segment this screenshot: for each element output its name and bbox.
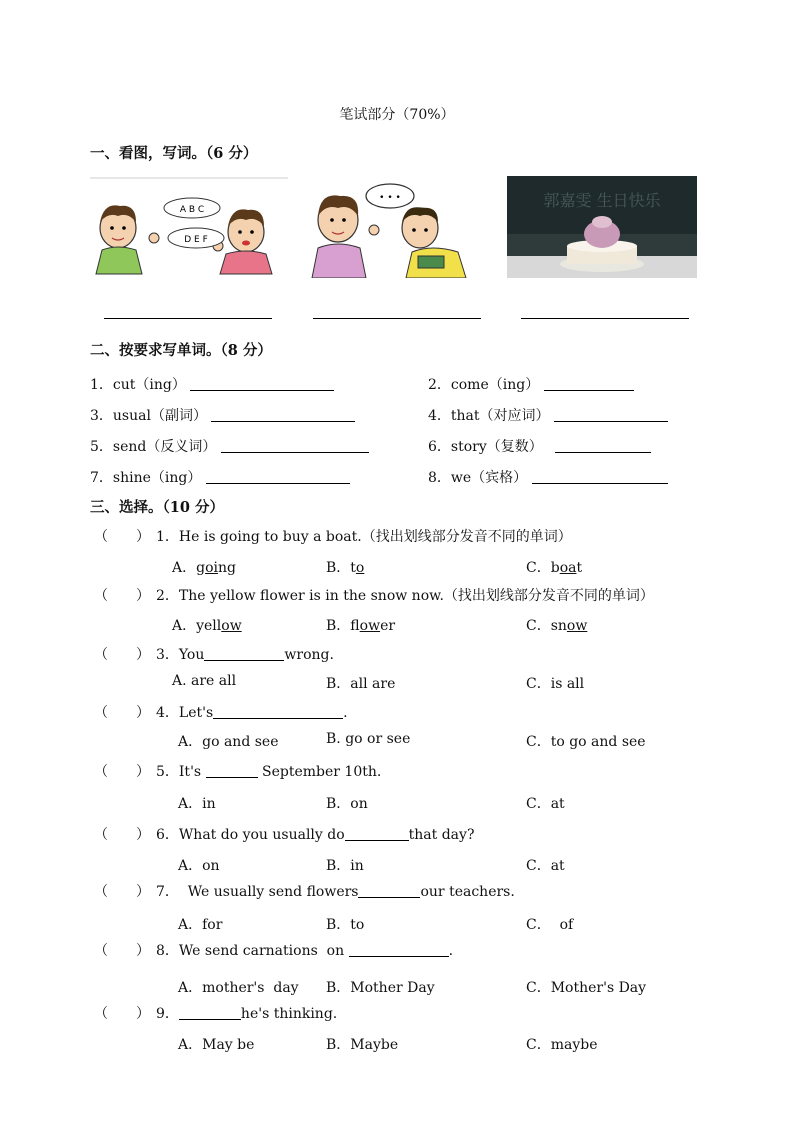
section-3-heading: 三、选择。（10 分） bbox=[90, 499, 224, 516]
birthday-cake-photo bbox=[507, 176, 697, 278]
answer-blank[interactable] bbox=[190, 376, 334, 391]
word-item-5: 5．send（反义词） bbox=[90, 436, 369, 456]
q2-option-c[interactable]: C．snow bbox=[526, 618, 588, 634]
answer-line-2[interactable] bbox=[313, 318, 481, 319]
answer-paren[interactable]: （ ） bbox=[94, 529, 150, 545]
q5-option-b[interactable]: B．on bbox=[326, 796, 368, 812]
talking-boys-picture-2 bbox=[308, 180, 488, 278]
bubble-def: D E F bbox=[184, 235, 208, 245]
q9-option-a[interactable]: A．May be bbox=[178, 1037, 255, 1053]
section-1-heading: 一、看图，写词。（6 分） bbox=[90, 145, 258, 162]
answer-blank[interactable] bbox=[349, 942, 449, 957]
q6-option-b[interactable]: B．in bbox=[326, 858, 364, 874]
answer-paren[interactable]: （ ） bbox=[94, 1006, 150, 1022]
word-item-3: 3．usual（副词） bbox=[90, 405, 355, 425]
question-6: 6．What do you usually do that day? bbox=[156, 827, 475, 843]
q1-option-c[interactable]: C．boat bbox=[526, 560, 583, 576]
q7-option-a[interactable]: A．for bbox=[178, 917, 223, 933]
q2-option-a[interactable]: A．yellow bbox=[172, 618, 242, 634]
q8-option-b[interactable]: B．Mother Day bbox=[326, 980, 435, 996]
question-5: 5．It's September 10th. bbox=[156, 764, 382, 780]
question-8: 8．We send carnations on . bbox=[156, 943, 454, 959]
q1-option-b[interactable]: B．to bbox=[326, 560, 365, 576]
q3-option-c[interactable]: C．is all bbox=[526, 676, 585, 692]
q6-option-c[interactable]: C．at bbox=[526, 858, 565, 874]
answer-blank[interactable] bbox=[204, 646, 284, 661]
question-7: 7． We usually send flowers our teachers. bbox=[156, 884, 515, 900]
bubble-abc: A B C bbox=[179, 205, 205, 215]
answer-blank[interactable] bbox=[345, 826, 409, 841]
question-9: 9． he's thinking. bbox=[156, 1006, 338, 1022]
q3-option-a[interactable]: A. are all bbox=[172, 673, 237, 689]
question-4: 4．Let's . bbox=[156, 705, 348, 721]
q4-option-b[interactable]: B. go or see bbox=[326, 731, 411, 747]
answer-blank[interactable] bbox=[358, 883, 420, 898]
answer-blank[interactable] bbox=[221, 438, 369, 453]
answer-blank[interactable] bbox=[211, 407, 355, 422]
q8-option-a[interactable]: A．mother's day bbox=[178, 980, 299, 996]
q6-option-a[interactable]: A．on bbox=[178, 858, 220, 874]
q2-option-b[interactable]: B．flower bbox=[326, 618, 396, 634]
answer-line-3[interactable] bbox=[521, 318, 689, 319]
blackboard-writing: 郭嘉雯 生日快乐 bbox=[543, 191, 661, 210]
q4-option-c[interactable]: C．to go and see bbox=[526, 734, 646, 750]
word-item-6: 6．story（复数） bbox=[428, 436, 651, 456]
q8-option-c[interactable]: C．Mother's Day bbox=[526, 980, 647, 996]
question-2: 2．The yellow flower is in the snow now.（找出划线部分发音不同的单词） bbox=[156, 588, 654, 604]
answer-paren[interactable]: （ ） bbox=[94, 705, 150, 721]
answer-paren[interactable]: （ ） bbox=[94, 647, 150, 663]
answer-paren[interactable]: （ ） bbox=[94, 884, 150, 900]
section-2-heading: 二、按要求写单词。（8 分） bbox=[90, 342, 272, 359]
answer-blank[interactable] bbox=[554, 407, 668, 422]
answer-blank[interactable] bbox=[179, 1005, 241, 1020]
bubble-dots: • • • bbox=[379, 193, 401, 203]
q9-option-b[interactable]: B．Maybe bbox=[326, 1037, 399, 1053]
word-item-7: 7．shine（ing） bbox=[90, 467, 350, 487]
answer-paren[interactable]: （ ） bbox=[94, 827, 150, 843]
page-title: 笔试部分（70%） bbox=[339, 107, 455, 123]
q7-option-c[interactable]: C． of bbox=[526, 917, 574, 933]
answer-line-1[interactable] bbox=[104, 318, 272, 319]
answer-blank[interactable] bbox=[206, 469, 350, 484]
word-item-1: 1．cut（ing） bbox=[90, 374, 334, 394]
talking-boys-picture-1 bbox=[90, 176, 288, 276]
answer-blank[interactable] bbox=[555, 438, 651, 453]
q9-option-c[interactable]: C．maybe bbox=[526, 1037, 598, 1053]
answer-blank[interactable] bbox=[213, 704, 343, 719]
q7-option-b[interactable]: B．to bbox=[326, 917, 365, 933]
q5-option-a[interactable]: A．in bbox=[178, 796, 216, 812]
answer-blank[interactable] bbox=[206, 763, 258, 778]
q4-option-a[interactable]: A．go and see bbox=[178, 734, 279, 750]
q5-option-c[interactable]: C．at bbox=[526, 796, 565, 812]
question-1: 1．He is going to buy a boat.（找出划线部分发音不同的单词） bbox=[156, 529, 572, 545]
q1-option-a[interactable]: A．going bbox=[172, 560, 236, 576]
answer-paren[interactable]: （ ） bbox=[94, 943, 150, 959]
answer-paren[interactable]: （ ） bbox=[94, 588, 150, 604]
answer-blank[interactable] bbox=[544, 376, 634, 391]
q3-option-b[interactable]: B．all are bbox=[326, 676, 396, 692]
word-item-8: 8．we（宾格） bbox=[428, 467, 668, 487]
answer-paren[interactable]: （ ） bbox=[94, 764, 150, 780]
word-item-4: 4．that（对应词） bbox=[428, 405, 668, 425]
word-item-2: 2．come（ing） bbox=[428, 374, 634, 394]
answer-blank[interactable] bbox=[532, 469, 668, 484]
question-3: 3．You wrong. bbox=[156, 647, 334, 663]
